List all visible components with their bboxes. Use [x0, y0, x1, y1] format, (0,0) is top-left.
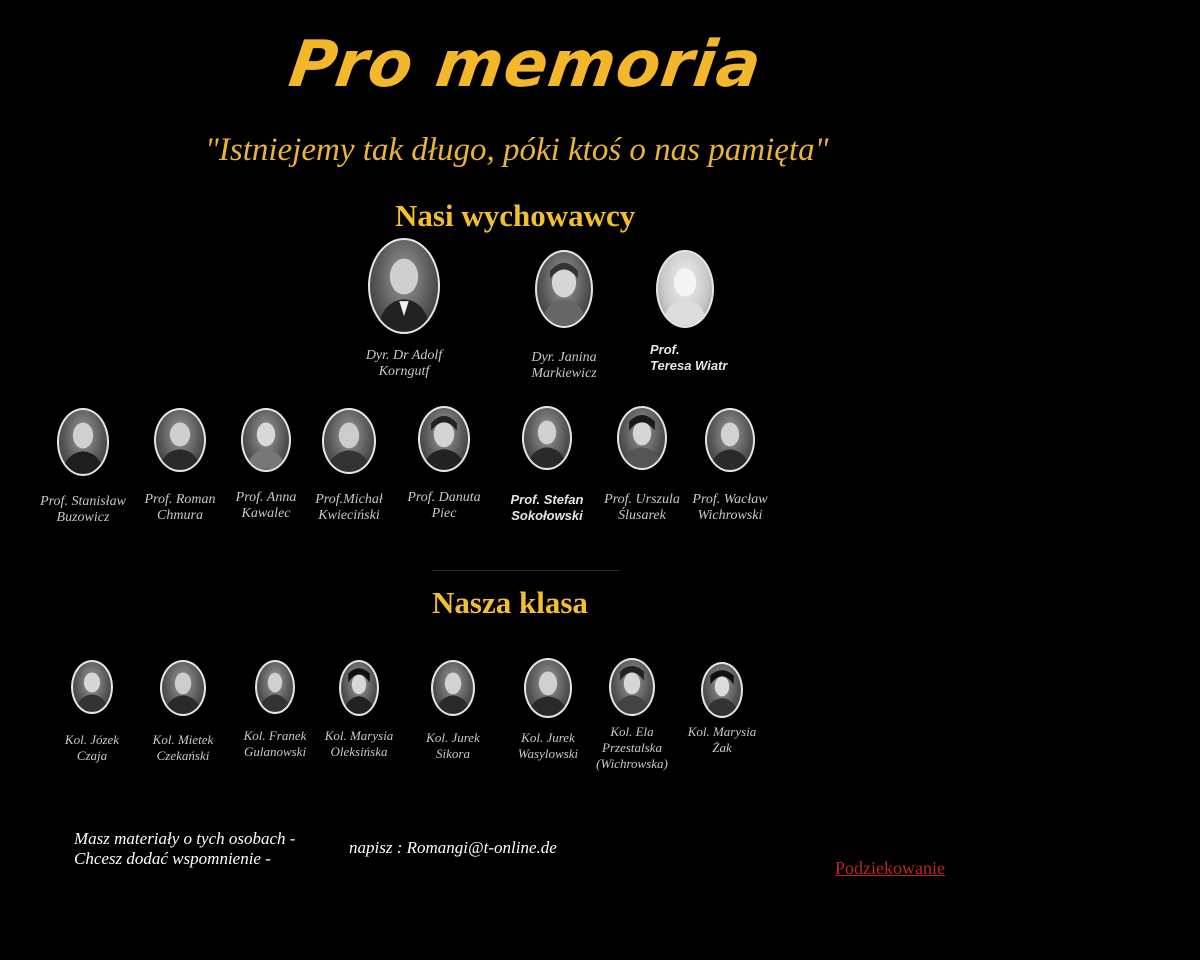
portrait-photo — [160, 660, 206, 716]
portrait-photo — [701, 662, 743, 718]
classmate-portrait-3: Kol. Franek Gulanowski — [220, 660, 330, 760]
person-silhouette-icon — [526, 660, 570, 716]
person-silhouette-icon — [156, 410, 204, 470]
classmate-portrait-8: Kol. Marysia Żak — [667, 662, 777, 756]
portrait-photo — [339, 660, 379, 716]
classmate-portrait-5: Kol. Jurek Sikora — [398, 660, 508, 762]
portrait-photo — [431, 660, 475, 716]
portrait-photo — [418, 406, 470, 472]
teacher-portrait-2: Prof. Roman Chmura — [125, 408, 235, 524]
portrait-photo — [705, 408, 755, 472]
teacher-portrait-6: Prof. Stefan Sokołowski — [492, 406, 602, 524]
portrait-photo — [522, 406, 572, 470]
portrait-photo — [57, 408, 109, 476]
motto: "Istniejemy tak długo, póki ktoś o nas pamięta" — [205, 132, 829, 168]
teacher-portrait-8: Prof. Wacław Wichrowski — [675, 408, 785, 524]
teacher-portrait-3: Prof. Anna Kawalec — [211, 408, 321, 522]
portrait-photo — [617, 406, 667, 470]
footer-line-1: Masz materiały o tych osobach - — [74, 829, 296, 848]
person-silhouette-icon — [162, 662, 204, 714]
footer-line-2: Chcesz dodać wspomnienie - — [74, 849, 271, 868]
person-silhouette-icon — [324, 410, 374, 472]
person-silhouette-icon — [341, 662, 377, 714]
person-silhouette-icon — [433, 662, 473, 714]
portrait-photo — [71, 660, 113, 714]
person-silhouette-icon — [619, 408, 665, 468]
classmate-portrait-2: Kol. Mietek Czekański — [128, 660, 238, 764]
educators-heading: Nasi wychowawcy — [395, 198, 636, 233]
person-silhouette-icon — [658, 252, 712, 326]
contact-email: napisz : Romangi@t-online.de — [349, 838, 557, 857]
portrait-photo — [524, 658, 572, 718]
thanks-link[interactable]: Podziekowanie — [835, 858, 945, 878]
person-silhouette-icon — [257, 662, 293, 712]
person-silhouette-icon — [537, 252, 591, 326]
person-silhouette-icon — [420, 408, 468, 470]
portrait-photo — [535, 250, 593, 328]
person-silhouette-icon — [59, 410, 107, 474]
portrait-photo — [255, 660, 295, 714]
classmate-portrait-6: Kol. Jurek Wasylowski — [493, 658, 603, 762]
teacher-portrait-4: Prof.Michał Kwieciński — [294, 408, 404, 524]
person-silhouette-icon — [73, 662, 111, 712]
person-silhouette-icon — [611, 660, 653, 714]
person-silhouette-icon — [524, 408, 570, 468]
portrait-photo — [154, 408, 206, 472]
classmates-heading: Nasza klasa — [432, 585, 588, 620]
classmate-portrait-7: Kol. Ela Przestalska (Wichrowska) — [577, 658, 687, 772]
person-silhouette-icon — [703, 664, 741, 716]
director-portrait-1: Dyr. Dr Adolf Korngutf — [349, 238, 459, 380]
person-silhouette-icon — [707, 410, 753, 470]
teacher-portrait-5: Prof. Danuta Piec — [389, 406, 499, 522]
footer-prompt — [74, 829, 295, 869]
page-title: Pro memoria — [284, 28, 767, 102]
director-portrait-3: Prof. Teresa Wiatr — [630, 250, 740, 374]
person-silhouette-icon — [370, 240, 438, 332]
classmate-portrait-1: Kol. Józek Czaja — [37, 660, 147, 764]
teacher-portrait-7: Prof. Urszula Ślusarek — [587, 406, 697, 524]
portrait-photo — [322, 408, 376, 474]
portrait-photo — [609, 658, 655, 716]
person-silhouette-icon — [243, 410, 289, 470]
portrait-photo — [368, 238, 440, 334]
classmate-portrait-4: Kol. Marysia Oleksińska — [304, 660, 414, 760]
teacher-portrait-1: Prof. Stanisław Buzowicz — [28, 408, 138, 526]
divider — [432, 570, 620, 571]
director-portrait-2: Dyr. Janina Markiewicz — [509, 250, 619, 382]
portrait-photo — [656, 250, 714, 328]
portrait-photo — [241, 408, 291, 472]
